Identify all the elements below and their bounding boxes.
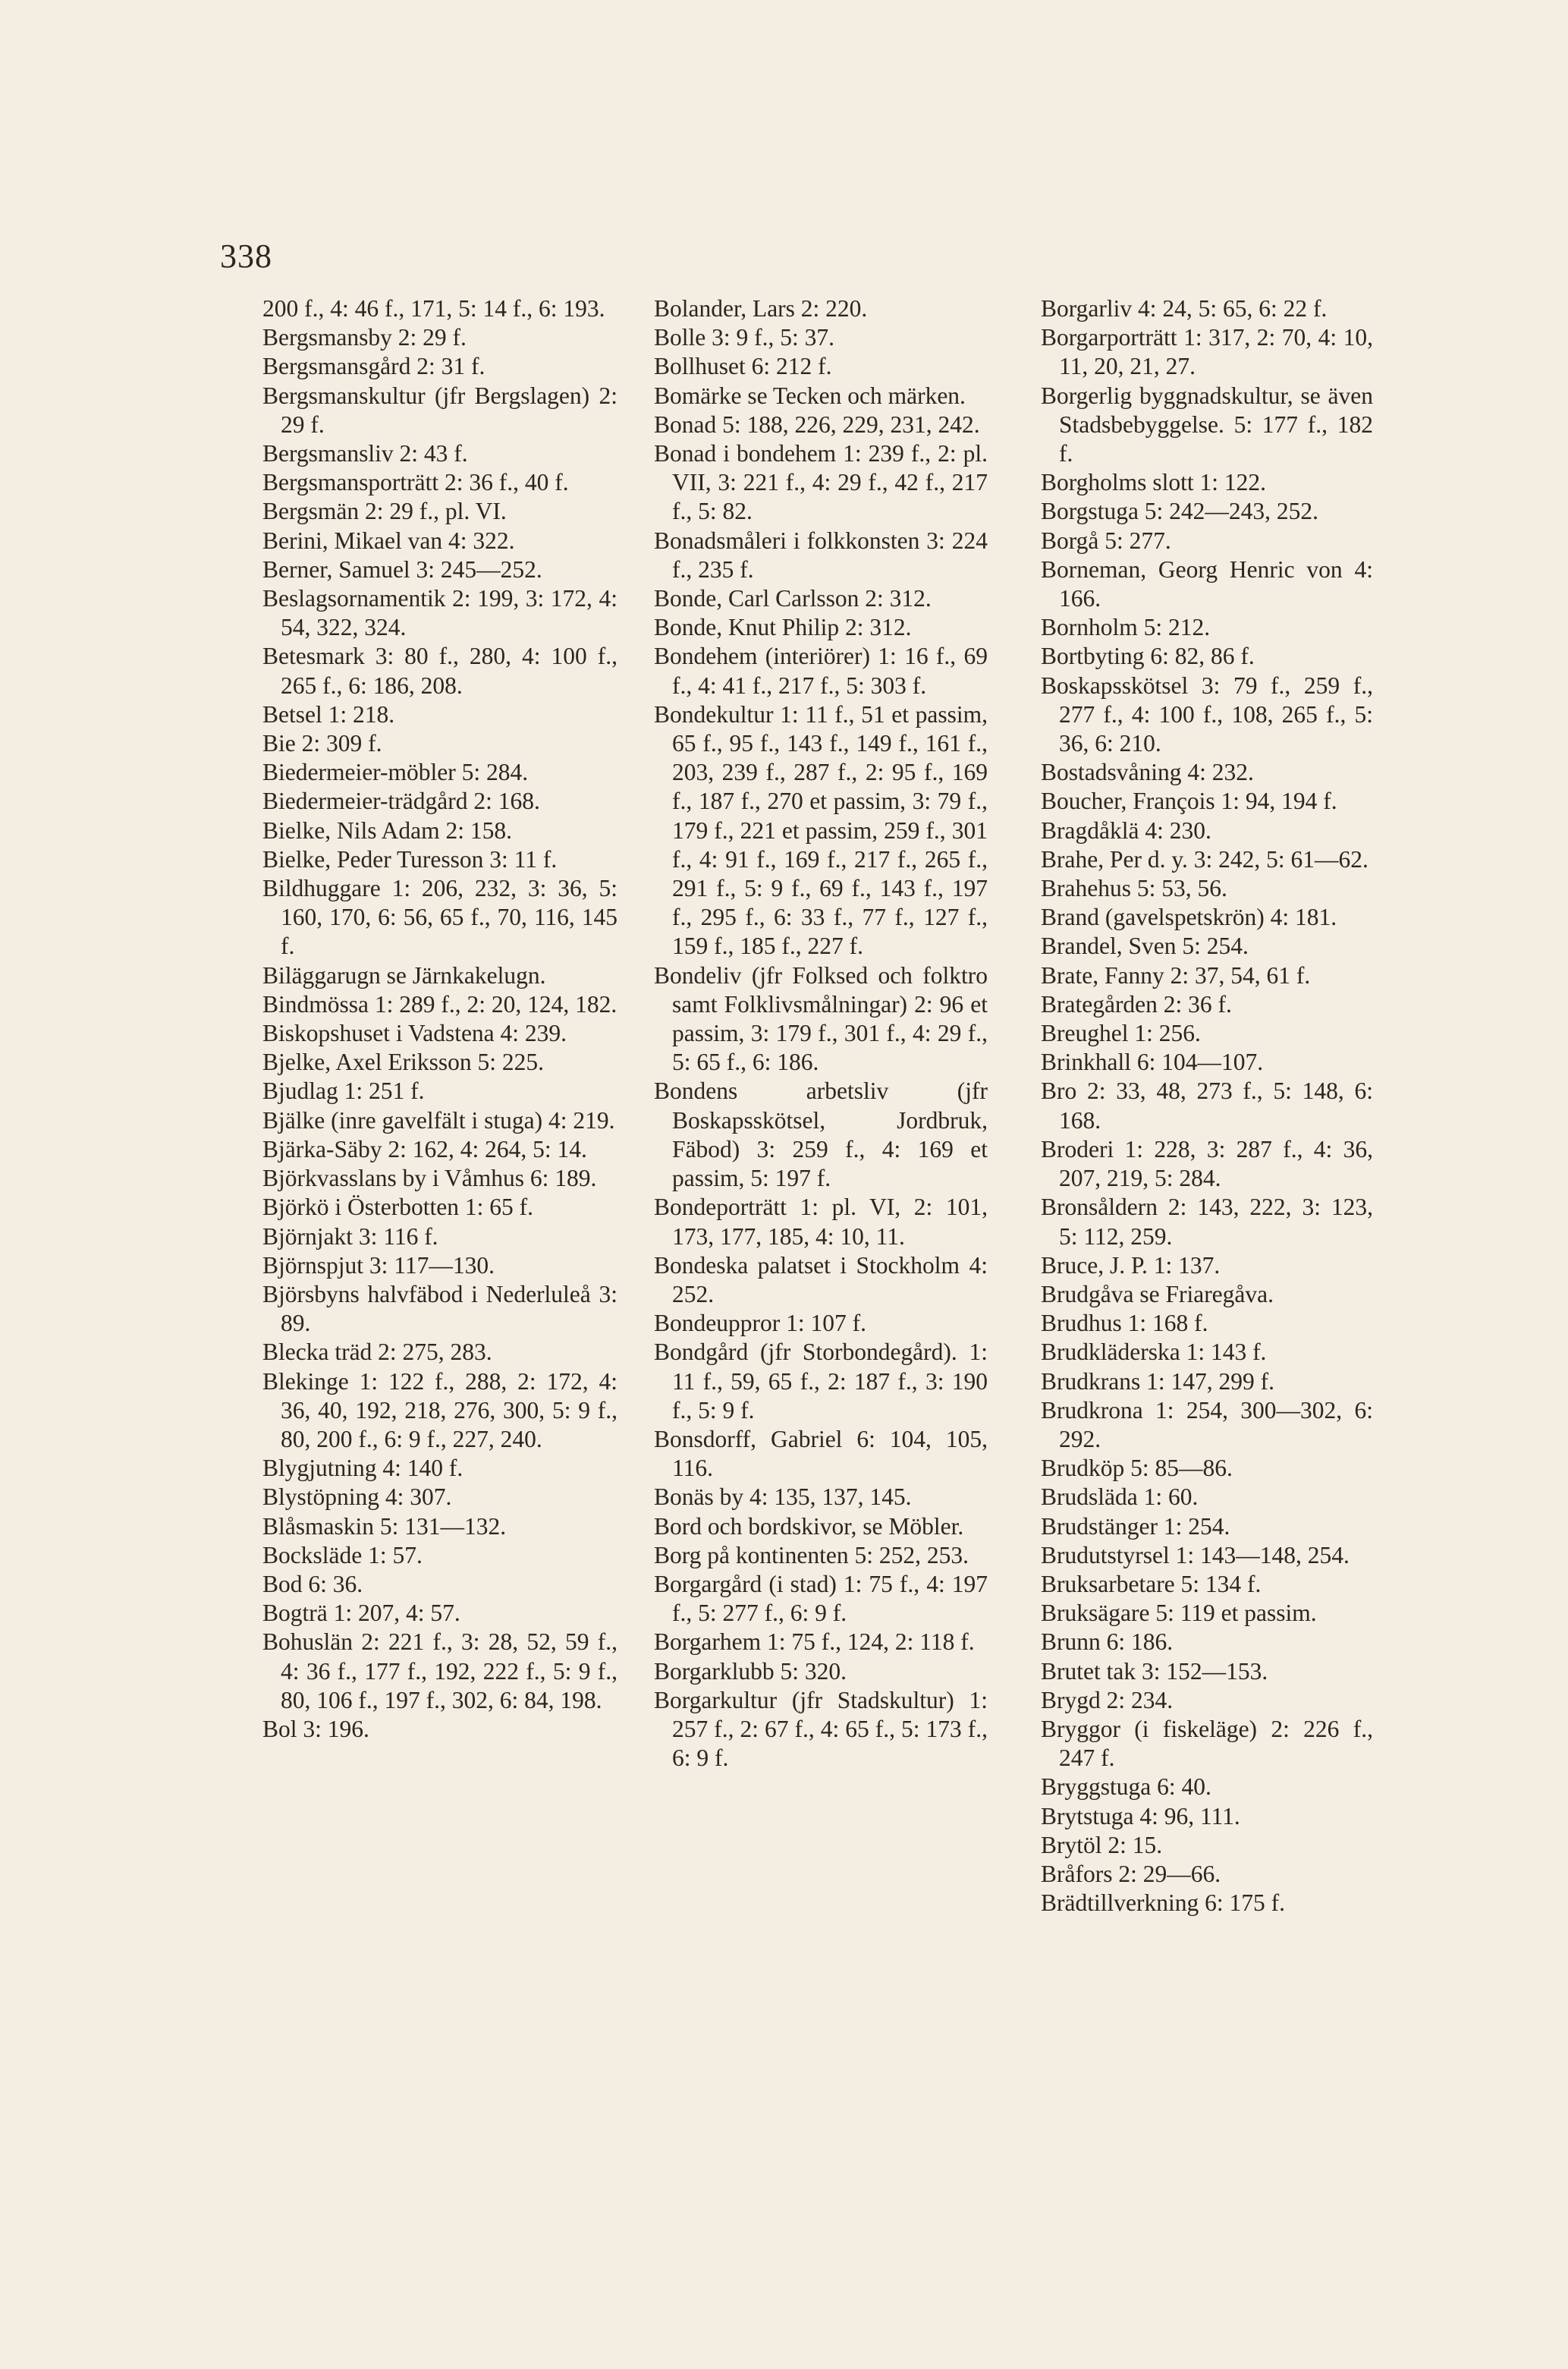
index-entry: Bronsåldern 2: 143, 222, 3: 123, 5: 112, 259. (1041, 1194, 1373, 1250)
index-entry: Blåsmaskin 5: 131—132. (262, 1512, 507, 1540)
index-entry: Bohuslän 2: 221 f., 3: 28, 52, 59 f., 4: 36 f., 177 f., 192, 222 f., 5: 9 f., 80, 106 f., 197 f., 302, 6: 84, 198. (262, 1628, 617, 1713)
index-entry: Bergsmansliv 2: 43 f. (262, 440, 468, 467)
index-entry: Brygd 2: 234. (1041, 1686, 1174, 1713)
index-entry: Bomärke se Tecken och märken. (654, 382, 966, 409)
index-entry: Brudkläderska 1: 143 f. (1041, 1339, 1267, 1366)
index-entry: Blystöpning 4: 307. (262, 1483, 452, 1511)
index-column-1 (262, 294, 617, 1744)
index-entry: Brahe, Per d. y. 3: 242, 5: 61—62. (1041, 845, 1368, 873)
index-entry: Betsel 1: 218. (262, 700, 395, 728)
index-entry: Boucher, François 1: 94, 194 f. (1041, 788, 1337, 815)
index-entry: Brudutstyrsel 1: 143—148, 254. (1041, 1541, 1350, 1568)
index-entry: Biedermeier-trädgård 2: 168. (262, 788, 540, 815)
index-entry: Bonde, Knut Philip 2: 312. (654, 614, 912, 641)
index-entry: 200 f., 4: 46 f., 171, 5: 14 f., 6: 193. (262, 295, 605, 322)
index-entry: Bruksarbetare 5: 134 f. (1041, 1570, 1262, 1597)
index-entry: Brytöl 2: 15. (1041, 1831, 1163, 1858)
index-entry: Brudgåva se Friaregåva. (1041, 1280, 1274, 1307)
index-entry: Brudsläda 1: 60. (1041, 1483, 1199, 1511)
index-entry: Brytstuga 4: 96, 111. (1041, 1802, 1240, 1829)
index-entry: Biläggarugn se Järnkakelugn. (262, 961, 546, 989)
index-entry: Brudhus 1: 168 f. (1041, 1310, 1208, 1337)
index-entry: Bonad 5: 188, 226, 229, 231, 242. (654, 411, 980, 438)
index-entry: Boskapsskötsel 3: 79 f., 259 f., 277 f., 4: 100 f., 108, 265 f., 5: 36, 6: 210. (1041, 672, 1373, 757)
index-entry: Bondgård (jfr Storbondegård). 1: 11 f., 59, 65 f., 2: 187 f., 3: 190 f., 5: 9 f. (654, 1339, 988, 1424)
index-entry: Bonsdorff, Gabriel 6: 104, 105, 116. (654, 1425, 988, 1482)
index-entry: Brudstänger 1: 254. (1041, 1512, 1230, 1540)
index-entry: Beslagsornamentik 2: 199, 3: 172, 4: 54, 322, 324. (262, 585, 617, 641)
index-entry: Bergsmanskultur (jfr Bergslagen) 2: 29 f. (262, 382, 617, 438)
index-entry: Bielke, Peder Turesson 3: 11 f. (262, 845, 558, 873)
index-entry: Bornholm 5: 212. (1041, 614, 1211, 641)
index-entry: Bie 2: 309 f. (262, 730, 382, 757)
index-entry: Bondehem (interiörer) 1: 16 f., 69 f., 4: 41 f., 217 f., 5: 303 f. (654, 643, 988, 699)
index-entry: Brinkhall 6: 104—107. (1041, 1049, 1264, 1076)
index-entry: Brunn 6: 186. (1041, 1628, 1174, 1656)
index-entry: Borgarliv 4: 24, 5: 65, 6: 22 f. (1041, 295, 1328, 322)
index-entry: Berini, Mikael van 4: 322. (262, 527, 515, 554)
index-entry: Bondeuppror 1: 107 f. (654, 1310, 866, 1337)
index-entry: Brudkrans 1: 147, 299 f. (1041, 1367, 1274, 1395)
index-entry: Brudkrona 1: 254, 300—302, 6: 292. (1041, 1396, 1373, 1452)
index-entry: Björsbyns halvfäbod i Nederluleå 3: 89. (262, 1280, 617, 1337)
index-entry: Bruksägare 5: 119 et passim. (1041, 1600, 1317, 1627)
index-entry: Bragdåklä 4: 230. (1041, 816, 1211, 844)
index-entry: Bro 2: 33, 48, 273 f., 5: 148, 6: 168. (1041, 1078, 1373, 1134)
index-entry: Brädtillverkning 6: 175 f. (1041, 1889, 1285, 1917)
index-entry: Borgarhem 1: 75 f., 124, 2: 118 f. (654, 1628, 975, 1656)
index-entry: Bol 3: 196. (262, 1715, 369, 1742)
index-entry: Bockslädе 1: 57. (262, 1541, 423, 1568)
index-entry: Borgstuga 5: 242—243, 252. (1041, 498, 1319, 525)
index-entry: Bryggor (i fiskeläge) 2: 226 f., 247 f. (1041, 1715, 1373, 1772)
index-entry: Bogträ 1: 207, 4: 57. (262, 1600, 460, 1627)
index-entry: Bolle 3: 9 f., 5: 37. (654, 324, 834, 351)
index-entry: Berner, Samuel 3: 245—252. (262, 555, 542, 583)
index-entry: Bollhuset 6: 212 f. (654, 353, 832, 380)
index-entry: Borneman, Georg Henric von 4: 166. (1041, 555, 1373, 612)
index-entry: Borgargård (i stad) 1: 75 f., 4: 197 f., 5: 277 f., 6: 9 f. (654, 1570, 988, 1627)
index-entry: Bortbyting 6: 82, 86 f. (1041, 643, 1255, 670)
index-entry: Borg på kontinenten 5: 252, 253. (654, 1541, 969, 1568)
index-entry: Bildhuggare 1: 206, 232, 3: 36, 5: 160, 170, 6: 56, 65 f., 70, 116, 145 f. (262, 875, 617, 960)
index-entry: Björkö i Österbotten 1: 65 f. (262, 1194, 533, 1221)
index-entry: Borgholms slott 1: 122. (1041, 469, 1266, 496)
index-entry: Bondeliv (jfr Folksed och folktro samt Folklivsmålningar) 2: 96 et passim, 3: 179 f., 301 f., 4: 29 f., 5: 65 f., 6: 186. (654, 961, 988, 1076)
index-entry: Bergsmansporträtt 2: 36 f., 40 f. (262, 469, 569, 496)
index-entry: Blecka träd 2: 275, 283. (262, 1339, 492, 1366)
index-entry: Bostadsvåning 4: 232. (1041, 759, 1254, 786)
index-entry: Bjelke, Axel Eriksson 5: 225. (262, 1049, 544, 1076)
index-entry: Brategården 2: 36 f. (1041, 990, 1232, 1018)
index-entry: Bod 6: 36. (262, 1570, 363, 1597)
index-entry: Biskopshuset i Vadstena 4: 239. (262, 1020, 567, 1047)
index-entry: Bjudlag 1: 251 f. (262, 1078, 425, 1105)
index-entry: Bruce, J. P. 1: 137. (1041, 1251, 1221, 1279)
index-entry: Bryggstuga 6: 40. (1041, 1773, 1211, 1801)
index-entry: Biedermeier-möbler 5: 284. (262, 759, 529, 786)
index-entry: Blekinge 1: 122 f., 288, 2: 172, 4: 36, 40, 192, 218, 276, 300, 5: 9 f., 80, 200 f., 6: 9 f., 227, 240. (262, 1367, 617, 1452)
index-entry: Brand (gavelspetskrön) 4: 181. (1041, 904, 1337, 931)
index-entry: Brudköp 5: 85—86. (1041, 1455, 1233, 1482)
index-entry: Björnspjut 3: 117—130. (262, 1251, 495, 1279)
index-entry: Brandel, Sven 5: 254. (1041, 933, 1249, 960)
index-entry: Borgarkultur (jfr Stadskultur) 1: 257 f., 2: 67 f., 4: 65 f., 5: 173 f., 6: 9 f. (654, 1686, 988, 1772)
index-entry: Bergsmansgård 2: 31 f. (262, 353, 485, 380)
index-entry: Bondeporträtt 1: pl. VI, 2: 101, 173, 177, 185, 4: 10, 11. (654, 1194, 988, 1250)
index-entry: Borgarporträtt 1: 317, 2: 70, 4: 10, 11, 20, 21, 27. (1041, 324, 1373, 380)
index-entry: Brutet tak 3: 152—153. (1041, 1657, 1268, 1685)
index-entry: Bjälke (inre gavelfält i stuga) 4: 219. (262, 1106, 615, 1134)
index-column-3 (1041, 294, 1373, 1918)
index-column-2 (654, 294, 988, 1773)
index-entry: Bolander, Lars 2: 220. (654, 295, 868, 322)
index-entry: Bondens arbetsliv (jfr Boskapsskötsel, Jordbruk, Fäbod) 3: 259 f., 4: 169 et passim, 5: 197 f. (654, 1078, 988, 1192)
page-number: 338 (220, 238, 272, 275)
index-entry: Borgarklubb 5: 320. (654, 1657, 847, 1685)
index-entry: Bord och bordskivor, se Möbler. (654, 1512, 964, 1540)
index-entry: Borgå 5: 277. (1041, 527, 1171, 554)
index-entry: Björnjakt 3: 116 f. (262, 1222, 438, 1250)
index-entry: Bonad i bondehem 1: 239 f., 2: pl. VII, 3: 221 f., 4: 29 f., 42 f., 217 f., 5: 82. (654, 440, 988, 525)
index-entry: Bonde, Carl Carlsson 2: 312. (654, 585, 932, 612)
index-entry: Breughel 1: 256. (1041, 1020, 1201, 1047)
index-entry: Betesmark 3: 80 f., 280, 4: 100 f., 265 f., 6: 186, 208. (262, 643, 617, 699)
index-entry: Brate, Fanny 2: 37, 54, 61 f. (1041, 961, 1311, 989)
index-entry: Blygjutning 4: 140 f. (262, 1455, 463, 1482)
index-entry: Bonäs by 4: 135, 137, 145. (654, 1483, 912, 1511)
index-entry: Bielke, Nils Adam 2: 158. (262, 816, 512, 844)
index-entry: Borgerlig byggnadskultur, se även Stadsbebyggelse. 5: 177 f., 182 f. (1041, 382, 1373, 467)
index-entry: Broderi 1: 228, 3: 287 f., 4: 36, 207, 219, 5: 284. (1041, 1135, 1373, 1192)
index-entry: Bonadsmåleri i folkkonsten 3: 224 f., 235 f. (654, 527, 988, 583)
index-entry: Bondeska palatset i Stockholm 4: 252. (654, 1251, 988, 1307)
index-entry: Bergsmän 2: 29 f., pl. VI. (262, 498, 507, 525)
index-entry: Björkvasslans by i Våmhus 6: 189. (262, 1165, 597, 1192)
index-entry: Brahehus 5: 53, 56. (1041, 875, 1227, 902)
index-entry: Bråfors 2: 29—66. (1041, 1860, 1221, 1887)
index-entry: Bergsmansby 2: 29 f. (262, 324, 467, 351)
index-entry: Bindmössa 1: 289 f., 2: 20, 124, 182. (262, 990, 617, 1018)
index-entry: Bjärka-Säby 2: 162, 4: 264, 5: 14. (262, 1135, 587, 1162)
index-entry: Bondekultur 1: 11 f., 51 et passim, 65 f., 95 f., 143 f., 149 f., 161 f., 203, 239 f., 287 f., 2: 95 f., 169 f., 187 f., 270 et passim, 3: 79 f., 179 f., 221 et passim, 259 f., 301 f., 4: 91 f., 169 f., 217 f., 265 f., 291 f., 5: 9 f., 69 f., 143 f., 197 f., 295 f., 6: 33 f., 77 f., 127 f., 159 f., 185 f., 227 f. (654, 700, 988, 960)
